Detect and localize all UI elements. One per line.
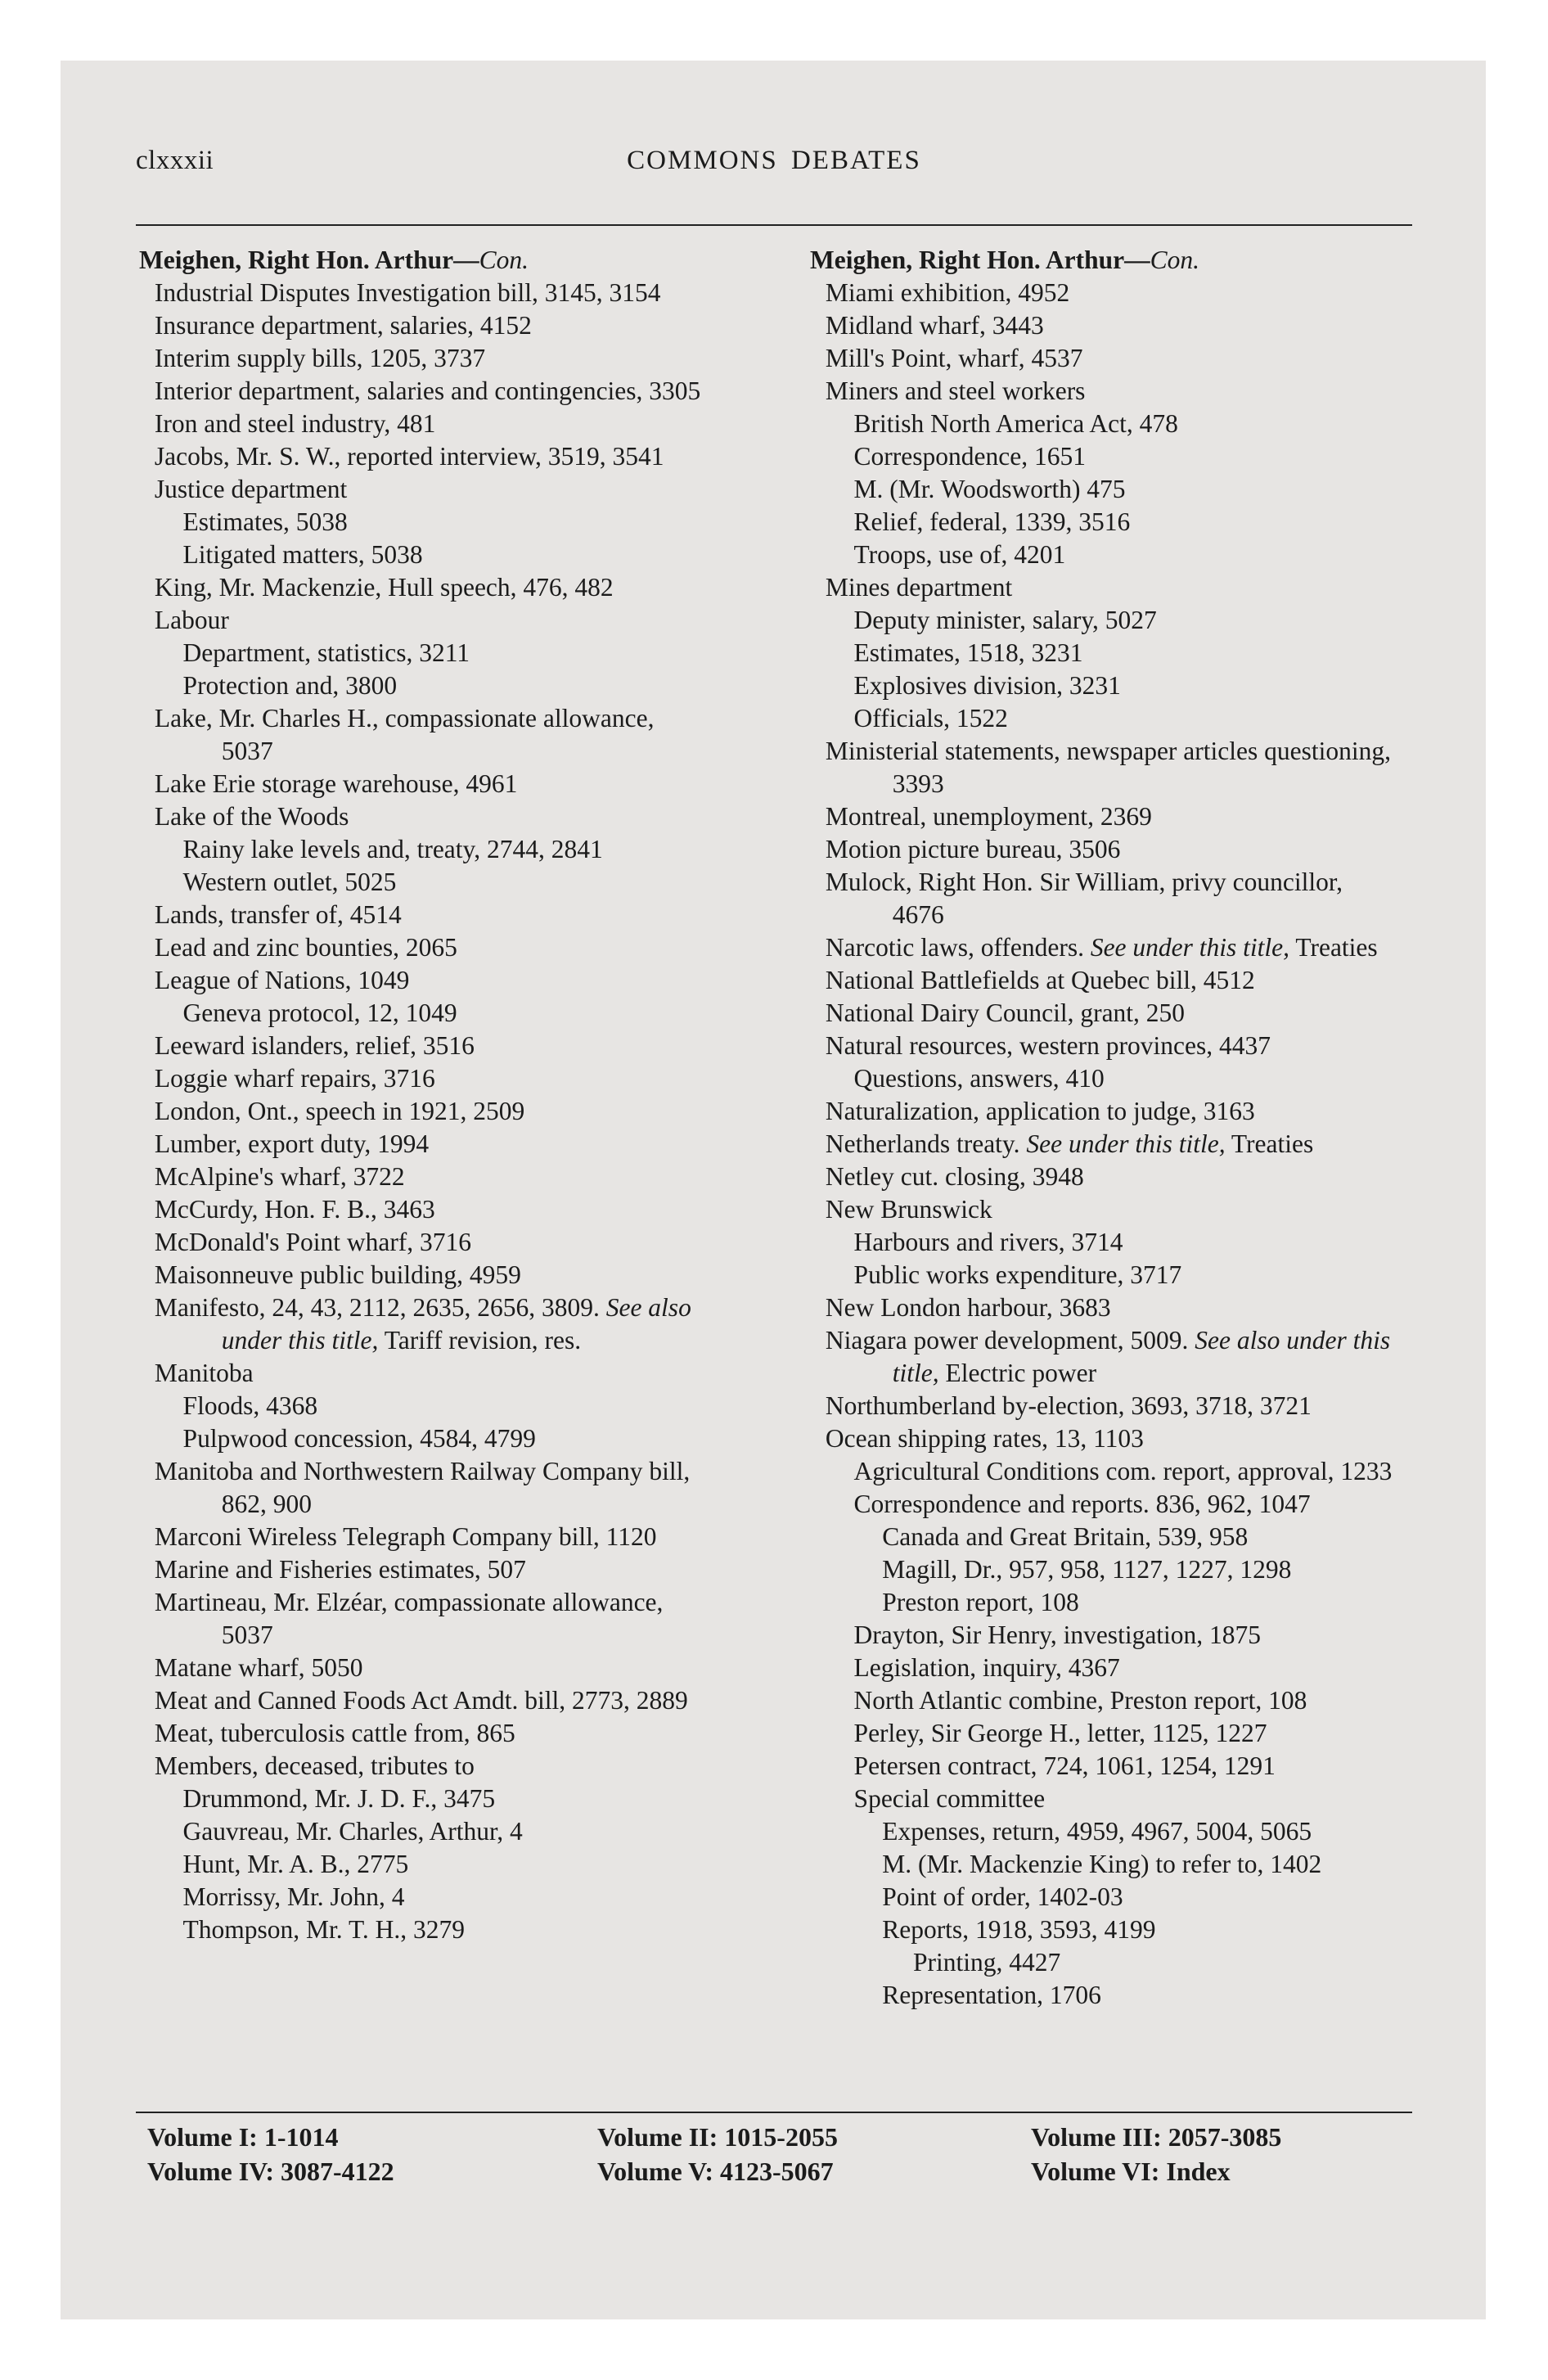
index-entry — [810, 1979, 1399, 2012]
volume-3: Volume III: 2057-3085 — [1031, 2122, 1282, 2152]
index-entry — [810, 800, 1399, 833]
index-entry — [139, 833, 712, 866]
index-entry — [810, 1324, 1399, 1390]
index-entry — [810, 1030, 1399, 1062]
right-entries — [810, 277, 1399, 2012]
index-entry — [139, 866, 712, 899]
entry-text: National Dairy Council, grant, 250 — [825, 998, 1186, 1027]
index-entry — [810, 473, 1399, 506]
entry-text: Correspondence and reports. 836, 962, 1047 — [853, 1490, 1311, 1518]
index-entry — [139, 669, 712, 702]
heading-continued: Con. — [1150, 246, 1200, 274]
left-column — [139, 244, 712, 1946]
index-entry — [810, 1291, 1399, 1324]
index-entry — [139, 1848, 712, 1881]
entry-text: Montreal, unemployment, 2369 — [825, 802, 1152, 831]
entry-text: Justice department — [154, 475, 348, 503]
index-entry — [810, 1848, 1399, 1881]
entry-text: New Brunswick — [825, 1195, 992, 1224]
entry-text: Industrial Disputes Investigation bill, 3145, 3154 — [154, 278, 661, 307]
volume-5: Volume V: 4123-5067 — [597, 2157, 834, 2186]
entry-text: Insurance department, salaries, 4152 — [154, 311, 532, 340]
entry-text: Martineau, Mr. Elzéar, compassionate allowance, 5037 — [154, 1588, 664, 1649]
entry-text: Morrissy, Mr. John, 4 — [182, 1882, 405, 1911]
entry-text: Thompson, Mr. T. H., 3279 — [182, 1915, 466, 1944]
entry-text: Questions, answers, 410 — [853, 1064, 1105, 1093]
entry-text: McCurdy, Hon. F. B., 3463 — [154, 1195, 435, 1224]
entry-text: Hunt, Mr. A. B., 2775 — [182, 1850, 409, 1878]
header-rule — [136, 224, 1412, 226]
entry-text: Jacobs, Mr. S. W., reported interview, 3519, 3541 — [154, 442, 664, 471]
index-entry — [810, 1881, 1399, 1913]
volume-6: Volume VI: Index — [1031, 2157, 1231, 2186]
index-entry — [810, 506, 1399, 539]
index-entry — [810, 1652, 1399, 1684]
index-entry — [810, 375, 1399, 408]
index-entry — [139, 1815, 712, 1848]
index-entry — [810, 440, 1399, 473]
entry-text: Lake, Mr. Charles H., compassionate allowance, 5037 — [154, 704, 655, 765]
index-entry — [139, 1652, 712, 1684]
entry-text: Marine and Fisheries estimates, 507 — [154, 1555, 526, 1584]
entry-text: Protection and, 3800 — [182, 671, 398, 700]
volume-1: Volume I: 1-1014 — [147, 2122, 339, 2152]
entry-text: M. (Mr. Mackenzie King) to refer to, 1402 — [882, 1850, 1322, 1878]
entry-text: Ocean shipping rates, 13, 1103 — [825, 1424, 1144, 1453]
index-entry — [139, 1357, 712, 1390]
entry-text: Relief, federal, 1339, 3516 — [853, 507, 1131, 536]
entry-text: London, Ont., speech in 1921, 2509 — [154, 1097, 525, 1125]
index-entry — [139, 1455, 712, 1521]
entry-text: Litigated matters, 5038 — [182, 540, 423, 569]
entry-text: Naturalization, application to judge, 3163 — [825, 1097, 1255, 1125]
entry-text: McDonald's Point wharf, 3716 — [154, 1228, 472, 1256]
entry-text: Gauvreau, Mr. Charles, Arthur, 4 — [182, 1817, 523, 1846]
entry-text: Lumber, export duty, 1994 — [154, 1129, 430, 1158]
volume-4: Volume IV: 3087-4122 — [147, 2157, 394, 2186]
index-entry — [139, 1521, 712, 1553]
entry-text: Marconi Wireless Telegraph Company bill, 1120 — [154, 1522, 657, 1551]
index-entry — [139, 1259, 712, 1291]
index-entry — [139, 931, 712, 964]
index-entry — [810, 669, 1399, 702]
index-entry — [810, 1815, 1399, 1848]
index-entry — [139, 637, 712, 669]
entry-text: Narcotic laws, offenders. — [825, 933, 1084, 962]
entry-text: Iron and steel industry, 481 — [154, 409, 436, 438]
entry-text: Motion picture bureau, 3506 — [825, 835, 1121, 863]
entry-text: Petersen contract, 724, 1061, 1254, 1291 — [853, 1751, 1276, 1780]
index-entry — [139, 1684, 712, 1717]
heading-name: Meighen, Right Hon. Arthur— — [139, 246, 479, 274]
entry-text: M. (Mr. Woodsworth) 475 — [853, 475, 1126, 503]
index-entry — [810, 1750, 1399, 1783]
entry-reference-target: Electric power — [945, 1359, 1097, 1387]
heading-name: Meighen, Right Hon. Arthur— — [810, 246, 1150, 274]
entry-cross-reference: See under this title, — [1026, 1129, 1226, 1158]
entry-text: Printing, 4427 — [913, 1948, 1061, 1977]
index-entry — [139, 408, 712, 440]
entry-text: North Atlantic combine, Preston report, 108 — [853, 1686, 1307, 1715]
entry-text: Meat, tuberculosis cattle from, 865 — [154, 1719, 515, 1747]
entry-text: Magill, Dr., 957, 958, 1127, 1227, 1298 — [882, 1555, 1292, 1584]
index-entry — [139, 1913, 712, 1946]
entry-text: Members, deceased, tributes to — [154, 1751, 475, 1780]
entry-text: Explosives division, 3231 — [853, 671, 1121, 700]
index-entry — [139, 1553, 712, 1586]
entry-text: Manitoba — [154, 1359, 254, 1387]
index-entry — [139, 997, 712, 1030]
index-entry — [139, 1030, 712, 1062]
entry-cross-reference: See also under this title, — [892, 1326, 1391, 1387]
entry-text: Meat and Canned Foods Act Amdt. bill, 2773, 2889 — [154, 1686, 688, 1715]
index-entry — [810, 964, 1399, 997]
index-entry — [810, 1521, 1399, 1553]
entry-cross-reference: See under this title, — [1090, 933, 1290, 962]
index-entry — [810, 637, 1399, 669]
index-entry — [810, 702, 1399, 735]
index-entry — [810, 1193, 1399, 1226]
entry-text: Lake of the Woods — [154, 802, 349, 831]
entry-text: Department, statistics, 3211 — [182, 638, 470, 667]
entry-text: Perley, Sir George H., letter, 1125, 1227 — [853, 1719, 1267, 1747]
index-entry — [139, 964, 712, 997]
index-entry — [139, 1193, 712, 1226]
index-entry — [810, 309, 1399, 342]
index-entry — [810, 1783, 1399, 1815]
right-column — [810, 244, 1399, 2012]
entry-text: Rainy lake levels and, treaty, 2744, 2841 — [182, 835, 603, 863]
index-entry — [810, 1422, 1399, 1455]
index-entry — [139, 506, 712, 539]
entry-text: Ministerial statements, newspaper articles questioning, 3393 — [825, 737, 1391, 798]
entry-text: Officials, 1522 — [853, 704, 1008, 732]
left-column-heading — [139, 244, 712, 277]
index-entry — [810, 408, 1399, 440]
entry-reference-target: Tariff revision, res. — [384, 1326, 582, 1355]
left-entries — [139, 277, 712, 1946]
index-entry — [139, 375, 712, 408]
entry-text: Public works expenditure, 3717 — [853, 1260, 1182, 1289]
index-entry — [139, 1881, 712, 1913]
index-entry — [810, 833, 1399, 866]
index-entry — [139, 604, 712, 637]
index-entry — [810, 539, 1399, 571]
entry-text: Midland wharf, 3443 — [825, 311, 1044, 340]
entry-text: British North America Act, 478 — [853, 409, 1178, 438]
entry-text: Manifesto, 24, 43, 2112, 2635, 2656, 3809. — [154, 1293, 600, 1322]
entry-text: Manitoba and Northwestern Railway Company bill, 862, 900 — [154, 1457, 691, 1518]
entry-cross-reference: See also under this title, — [221, 1293, 691, 1355]
entry-text: New London harbour, 3683 — [825, 1293, 1111, 1322]
index-entry — [139, 800, 712, 833]
index-entry — [139, 1783, 712, 1815]
volume-2: Volume II: 1015-2055 — [597, 2122, 838, 2152]
index-entry — [139, 1128, 712, 1161]
entry-text: Drummond, Mr. J. D. F., 3475 — [182, 1784, 496, 1813]
index-entry — [139, 1095, 712, 1128]
entry-text: Expenses, return, 4959, 4967, 5004, 5065 — [882, 1817, 1312, 1846]
index-entry — [810, 735, 1399, 800]
entry-text: Agricultural Conditions com. report, approval, 1233 — [853, 1457, 1393, 1485]
index-entry — [810, 866, 1399, 931]
index-entry — [810, 1946, 1399, 1979]
index-entry — [810, 1390, 1399, 1422]
entry-text: Drayton, Sir Henry, investigation, 1875 — [853, 1620, 1262, 1649]
index-entry — [810, 1259, 1399, 1291]
entry-text: National Battlefields at Quebec bill, 4512 — [825, 966, 1255, 994]
entry-text: Lead and zinc bounties, 2065 — [154, 933, 457, 962]
index-entry — [139, 899, 712, 931]
entry-text: Lake Erie storage warehouse, 4961 — [154, 769, 518, 798]
entry-text: Pulpwood concession, 4584, 4799 — [182, 1424, 536, 1453]
entry-text: Floods, 4368 — [182, 1391, 318, 1420]
index-entry — [810, 1161, 1399, 1193]
entry-text: Labour — [154, 606, 229, 634]
entry-text: Special committee — [853, 1784, 1046, 1813]
index-entry — [139, 1390, 712, 1422]
index-entry — [139, 277, 712, 309]
entry-text: Geneva protocol, 12, 1049 — [182, 998, 457, 1027]
entry-text: Lands, transfer of, 4514 — [154, 900, 402, 929]
index-entry — [810, 931, 1399, 964]
index-entry — [810, 1717, 1399, 1750]
index-entry — [810, 997, 1399, 1030]
index-entry — [810, 571, 1399, 604]
entry-text: Western outlet, 5025 — [182, 868, 397, 896]
index-entry — [139, 539, 712, 571]
entry-text: Correspondence, 1651 — [853, 442, 1086, 471]
entry-text: Mulock, Right Hon. Sir William, privy councillor, 4676 — [825, 868, 1343, 929]
index-entry — [139, 342, 712, 375]
index-entry — [139, 473, 712, 506]
index-entry — [139, 702, 712, 768]
entry-reference-target: Treaties — [1295, 933, 1378, 962]
right-column-heading — [810, 244, 1399, 277]
entry-text: Interim supply bills, 1205, 3737 — [154, 344, 486, 372]
index-entry — [810, 604, 1399, 637]
index-entry — [810, 1062, 1399, 1095]
entry-text: Deputy minister, salary, 5027 — [853, 606, 1157, 634]
entry-text: Niagara power development, 5009. — [825, 1326, 1189, 1355]
index-entry — [139, 1717, 712, 1750]
index-entry — [139, 1062, 712, 1095]
entry-text: Harbours and rivers, 3714 — [853, 1228, 1123, 1256]
entry-text: League of Nations, 1049 — [154, 966, 410, 994]
entry-text: Miners and steel workers — [825, 376, 1086, 405]
page-header — [136, 146, 1412, 187]
index-entry — [810, 1455, 1399, 1488]
entry-reference-target: Treaties — [1231, 1129, 1314, 1158]
entry-text: Miami exhibition, 4952 — [825, 278, 1070, 307]
index-entry — [139, 571, 712, 604]
index-entry — [139, 1161, 712, 1193]
index-entry — [139, 309, 712, 342]
index-entry — [810, 1619, 1399, 1652]
entry-text: Mill's Point, wharf, 4537 — [825, 344, 1083, 372]
entry-text: Estimates, 5038 — [182, 507, 348, 536]
index-entry — [810, 1553, 1399, 1586]
entry-text: Interior department, salaries and contingencies, 3305 — [154, 376, 701, 405]
entry-text: Reports, 1918, 3593, 4199 — [882, 1915, 1156, 1944]
index-entry — [810, 1128, 1399, 1161]
index-entry — [139, 1750, 712, 1783]
entry-text: Legislation, inquiry, 4367 — [853, 1653, 1120, 1682]
entry-text: Troops, use of, 4201 — [853, 540, 1066, 569]
index-entry — [810, 1586, 1399, 1619]
entry-text: Leeward islanders, relief, 3516 — [154, 1031, 475, 1060]
index-entry — [139, 1586, 712, 1652]
index-entry — [139, 440, 712, 473]
index-entry — [139, 1291, 712, 1357]
index-entry — [810, 1913, 1399, 1946]
index-entry — [810, 1226, 1399, 1259]
entry-text: Mines department — [825, 573, 1013, 602]
index-entry — [810, 277, 1399, 309]
entry-text: Preston report, 108 — [882, 1588, 1079, 1616]
index-entry — [810, 1488, 1399, 1521]
index-entry — [139, 1226, 712, 1259]
page-title: COMMONS DEBATES — [627, 146, 921, 175]
index-entry — [810, 1684, 1399, 1717]
index-entry — [139, 768, 712, 800]
footer-rule — [136, 2112, 1412, 2113]
entry-text: Netley cut. closing, 3948 — [825, 1162, 1084, 1191]
entry-text: Matane wharf, 5050 — [154, 1653, 363, 1682]
entry-text: King, Mr. Mackenzie, Hull speech, 476, 482 — [154, 573, 614, 602]
entry-text: Canada and Great Britain, 539, 958 — [882, 1522, 1249, 1551]
entry-text: Representation, 1706 — [882, 1981, 1101, 2009]
entry-text: Estimates, 1518, 3231 — [853, 638, 1083, 667]
entry-text: Netherlands treaty. — [825, 1129, 1020, 1158]
heading-continued: Con. — [479, 246, 529, 274]
entry-text: Point of order, 1402-03 — [882, 1882, 1123, 1911]
index-entry — [810, 1095, 1399, 1128]
entry-text: McAlpine's wharf, 3722 — [154, 1162, 405, 1191]
index-entry — [810, 342, 1399, 375]
entry-text: Maisonneuve public building, 4959 — [154, 1260, 521, 1289]
index-entry — [139, 1422, 712, 1455]
entry-text: Loggie wharf repairs, 3716 — [154, 1064, 435, 1093]
entry-text: Northumberland by-election, 3693, 3718, 3721 — [825, 1391, 1312, 1420]
entry-text: Natural resources, western provinces, 4437 — [825, 1031, 1271, 1060]
page-number: clxxxii — [136, 146, 214, 175]
